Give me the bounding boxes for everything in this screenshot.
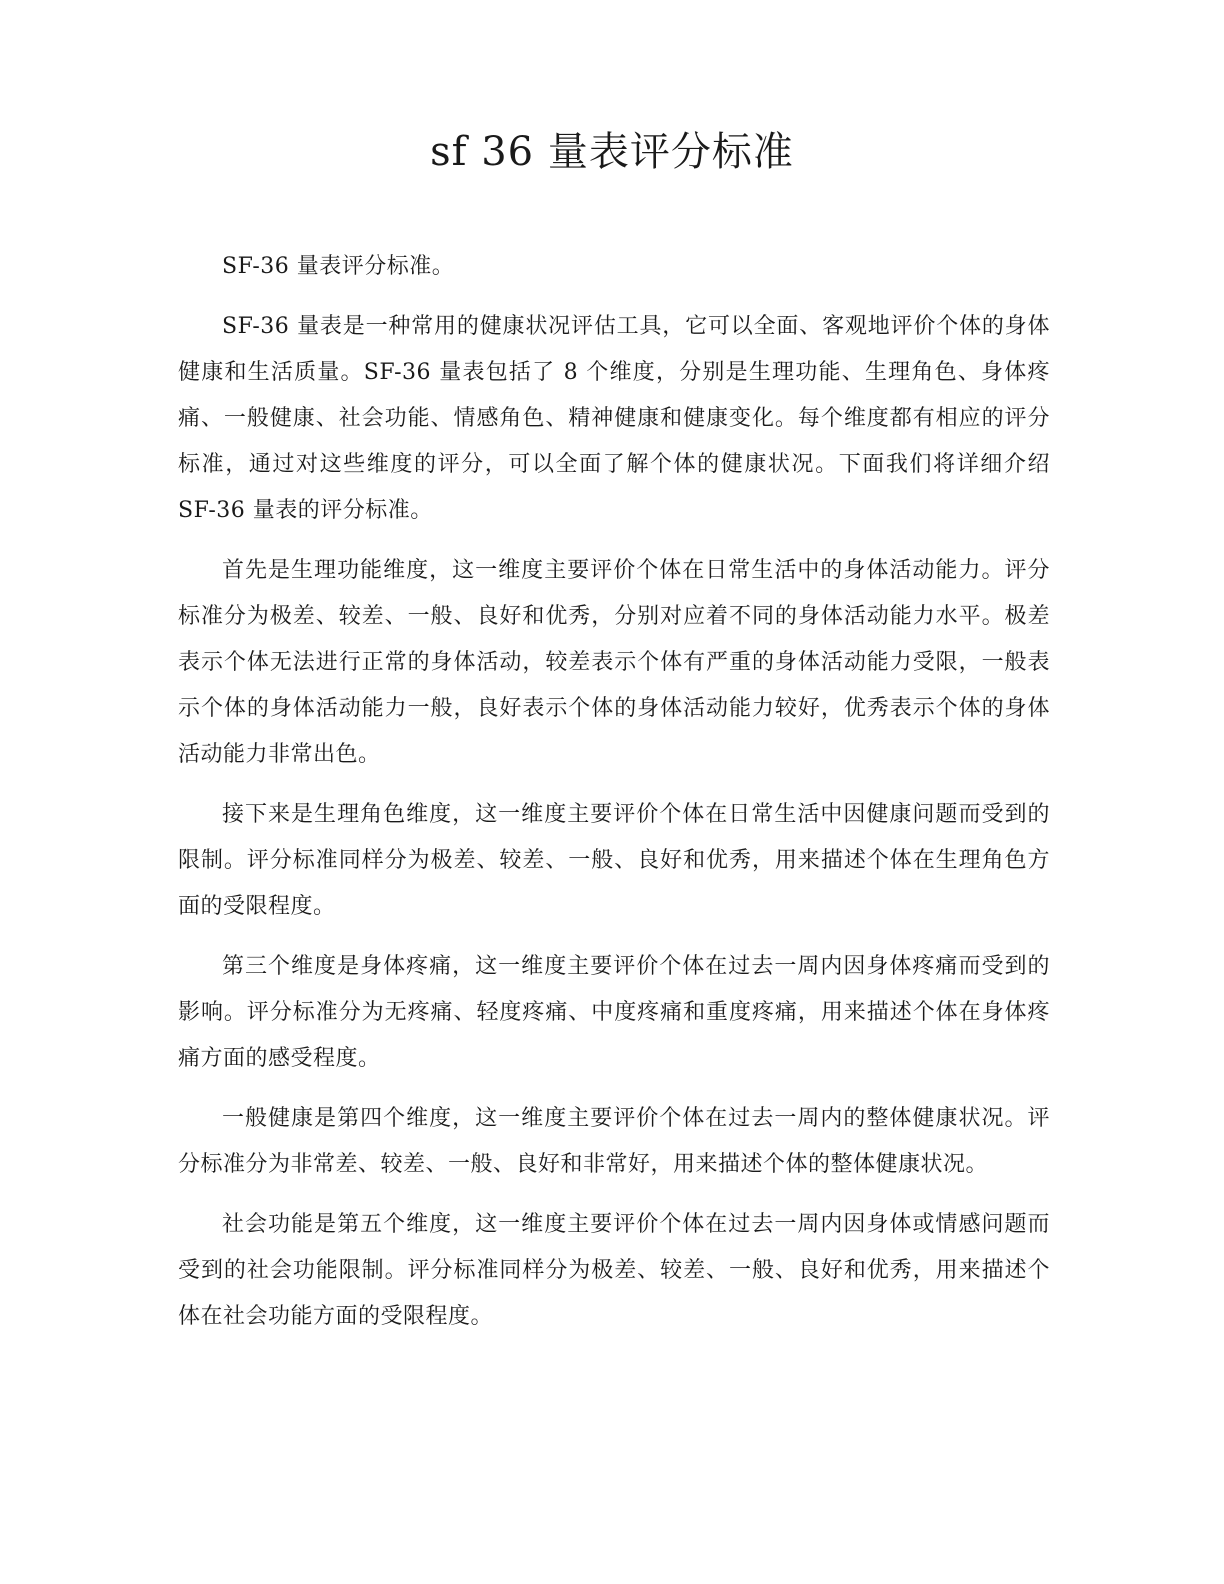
paragraph-general-health: 一般健康是第四个维度，这一维度主要评价个体在过去一周内的整体健康状况。评分标准分为非常差、较差、一般、良好和非常好，用来描述个体的整体健康状况。 [178, 1106, 1050, 1177]
paragraph-physical-role: 接下来是生理角色维度，这一维度主要评价个体在日常生活中因健康问题而受到的限制。评分标准同样分为极差、较差、一般、良好和优秀，用来描述个体在生理角色方面的受限程度。 [178, 802, 1050, 919]
paragraph-bodily-pain: 第三个维度是身体疼痛，这一维度主要评价个体在过去一周内因身体疼痛而受到的影响。评分标准分为无疼痛、轻度疼痛、中度疼痛和重度疼痛，用来描述个体在身体疼痛方面的感受程度。 [178, 954, 1050, 1071]
paragraph-overview: SF-36 量表是一种常用的健康状况评估工具，它可以全面、客观地评价个体的身体健康和生活质量。SF-36 量表包括了 8 个维度，分别是生理功能、生理角色、身体疼痛、一般健康、社会功能、情感角色、精神健康和健康变化。每个维度都有相应的评分标准，通过对这些维度的评分，可以全面了解个体的健康状况。下面我们将详细介绍 SF-36 量表的评分标准。 [178, 314, 1050, 523]
paragraph-physical-function: 首先是生理功能维度，这一维度主要评价个体在日常生活中的身体活动能力。评分标准分为极差、较差、一般、良好和优秀，分别对应着不同的身体活动能力水平。极差表示个体无法进行正常的身体活动，较差表示个体有严重的身体活动能力受限，一般表示个体的身体活动能力一般，良好表示个体的身体活动能力较好，优秀表示个体的身体活动能力非常出色。 [178, 558, 1050, 767]
document-body [178, 244, 1050, 1354]
paragraph-intro-heading: SF-36 量表评分标准。 [222, 254, 455, 279]
paragraph-social-function: 社会功能是第五个维度，这一维度主要评价个体在过去一周内因身体或情感问题而受到的社会功能限制。评分标准同样分为极差、较差、一般、良好和优秀，用来描述个体在社会功能方面的受限程度。 [178, 1212, 1050, 1329]
page-title: sf 36 量表评分标准 [430, 129, 794, 175]
